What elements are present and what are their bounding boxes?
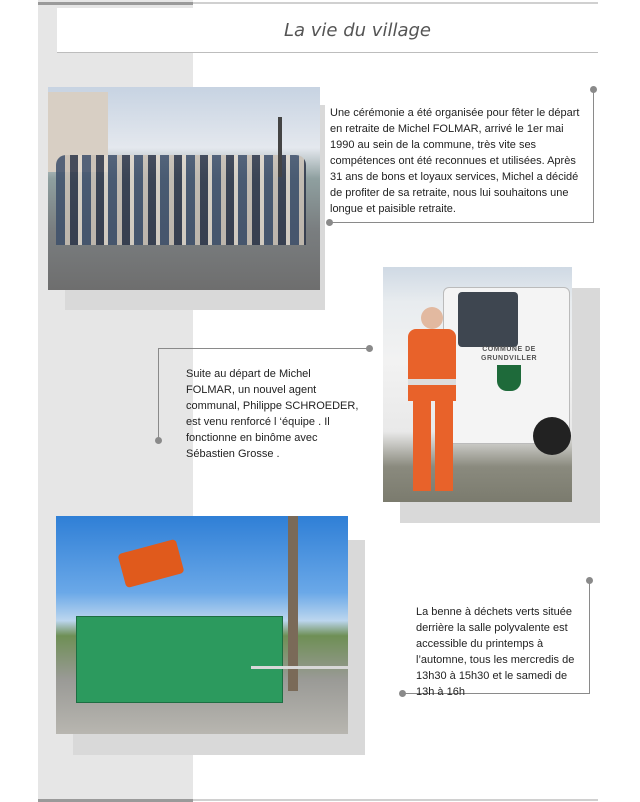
connector-dot — [399, 690, 406, 697]
page-title: La vie du village — [284, 19, 431, 41]
connector-line — [589, 581, 590, 693]
connector-dot — [326, 219, 333, 226]
article-new-agent: Suite au départ de Michel FOLMAR, un nouvel agent communal, Philippe SCHROEDER, est venu renforcé l ‘équipe . Il fonctionne en binôme avec Sébastien Grosse . — [186, 368, 359, 460]
connector-dot — [590, 86, 597, 93]
connector-line — [158, 348, 159, 440]
connector-line — [593, 90, 594, 222]
article-green-waste: La benne à déchets verts située derrière la salle polyvalente est accessible du printemps à l’automne, tous les mercredis de 13h30 à 15h30 et le samedi de 13h à 16h — [416, 606, 575, 698]
connector-dot — [586, 577, 593, 584]
connector-dot — [366, 345, 373, 352]
commune-shield — [497, 365, 521, 391]
connector-line — [330, 222, 594, 223]
connector-line — [158, 348, 370, 349]
truck-door-text: COMMUNE DE GRUNDVILLER — [481, 346, 538, 362]
photo-new-agent — [383, 267, 572, 502]
photo-retirement-group — [48, 87, 320, 290]
article-retirement: Une cérémonie a été organisée pour fêter le départ en retraite de Michel FOLMAR, arrivé le 1er mai 1990 au sein de la commune, très vite ses compétences ont été reconnues et utilisées. Après 31 ans de bons et loyaux services, Michel a décidé de profiter de sa retraite, nous lui souhaitons une longue et paisible retraite. — [330, 107, 580, 215]
connector-dot — [155, 437, 162, 444]
title-box — [57, 8, 598, 53]
top-rule-accent — [38, 2, 193, 5]
photo-green-waste-skip — [56, 516, 348, 734]
